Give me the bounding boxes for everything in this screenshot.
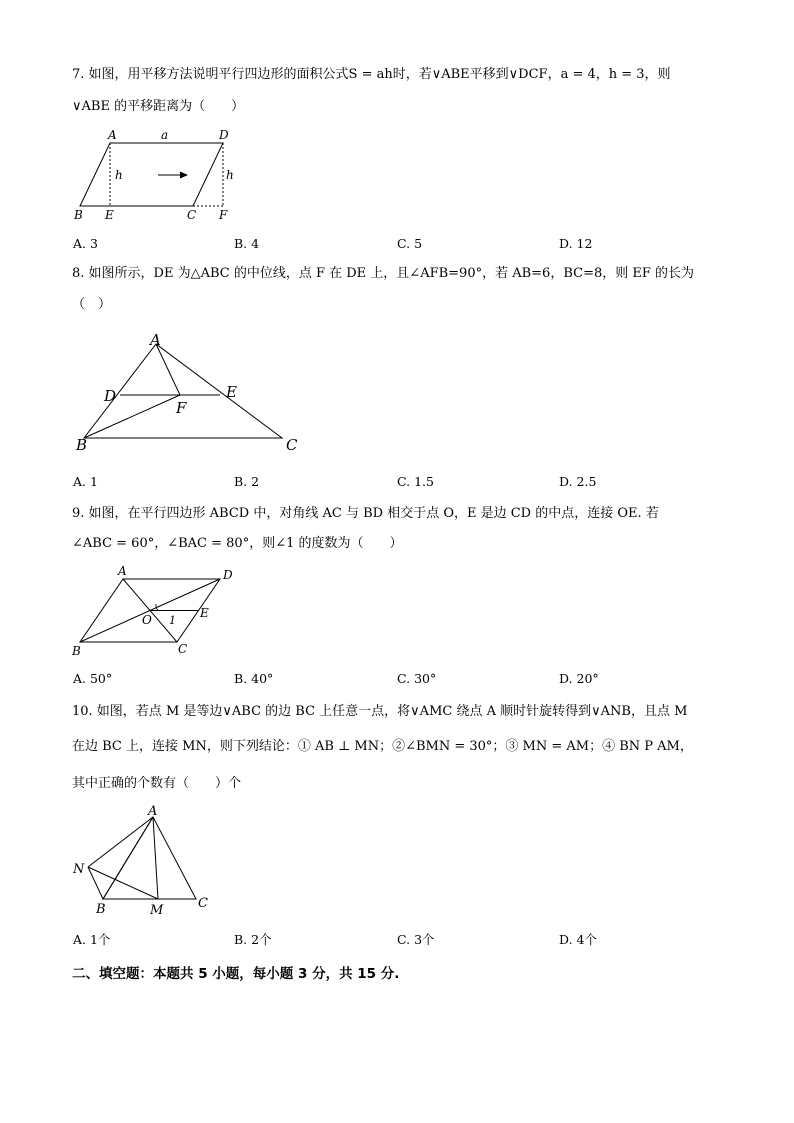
label-A: A (118, 564, 127, 578)
q9-text-line-2: ∠ABC = 60°，∠BAC = 80°，则∠1 的度数为（ ） (72, 536, 403, 551)
label-A: A (150, 331, 161, 349)
q10-text-line-3: 其中正确的个数有（ ）个 (72, 776, 242, 791)
label-A: A (148, 804, 158, 819)
label-angle-1: 1 (169, 614, 176, 627)
q10-option-a[interactable]: A. 1个 (73, 932, 111, 947)
q10-text-line-2: 在边 BC 上，连接 MN，则下列结论：① AB ⊥ MN；②∠BMN = 30°；③ MN = AM；④ BN P AM， (72, 739, 693, 754)
label-D: D (219, 128, 229, 142)
label-a: a (161, 128, 169, 142)
label-C: C (286, 436, 298, 454)
label-B: B (76, 436, 88, 454)
q8-option-a[interactable]: A. 1 (73, 474, 98, 489)
label-B: B (74, 208, 83, 222)
label-B: B (72, 644, 81, 658)
q10-text-line-1: 10. 如图，若点 M 是等边∨ABC 的边 BC 上任意一点，将∨AMC 绕点 A 顺时针旋转得到∨ANB，且点 M (72, 704, 688, 719)
label-D: D (104, 387, 117, 405)
label-E: E (105, 208, 114, 222)
label-F: F (219, 208, 228, 222)
q10-option-d[interactable]: D. 4个 (559, 932, 597, 947)
q7-option-b[interactable]: B. 4 (234, 236, 260, 251)
q9-option-b[interactable]: B. 40° (234, 671, 274, 686)
arrow-icon (180, 172, 188, 179)
q8-text-line-2: （ ） (72, 297, 112, 312)
label-C: C (178, 642, 188, 656)
label-E: E (200, 606, 209, 620)
label-C: C (198, 896, 208, 911)
label-h-right: h (226, 168, 234, 182)
label-B: B (96, 902, 106, 917)
label-E: E (226, 383, 237, 401)
q8-option-b[interactable]: B. 2 (234, 474, 260, 489)
q9-text-line-1: 9. 如图，在平行四边形 ABCD 中，对角线 AC 与 BD 相交于点 O，E 是边 CD 的中点，连接 OE. 若 (72, 506, 659, 521)
q8-option-c[interactable]: C. 1.5 (397, 474, 434, 489)
q8-text-line-1: 8. 如图所示，DE 为△ABC 的中位线，点 F 在 DE 上，且∠AFB=90°，若 AB=6，BC=8，则 EF 的长为 (72, 266, 695, 281)
q9-option-d[interactable]: D. 20° (559, 671, 599, 686)
q7-option-a[interactable]: A. 3 (73, 236, 98, 251)
q10-figure (70, 803, 220, 921)
label-A: A (108, 128, 117, 142)
q7-text-line-2: ∨ABE 的平移距离为（ ） (72, 99, 245, 114)
q7-option-d[interactable]: D. 12 (559, 236, 593, 251)
q8-figure (72, 328, 308, 456)
label-h-left: h (115, 168, 123, 182)
label-O: O (142, 613, 152, 627)
q8-option-d[interactable]: D. 2.5 (559, 474, 597, 489)
q7-option-c[interactable]: C. 5 (397, 236, 423, 251)
q9-option-a[interactable]: A. 50° (73, 671, 113, 686)
label-D: D (223, 568, 233, 582)
label-M: M (150, 903, 164, 918)
label-F: F (176, 399, 187, 417)
label-C: C (187, 208, 197, 222)
q9-option-c[interactable]: C. 30° (397, 671, 437, 686)
q9-figure (70, 564, 240, 659)
q10-option-b[interactable]: B. 2个 (234, 932, 272, 947)
q10-option-c[interactable]: C. 3个 (397, 932, 435, 947)
q7-figure (70, 128, 240, 223)
label-N: N (73, 862, 85, 877)
q7-text-line-1: 7. 如图，用平移方法说明平行四边形的面积公式S = ah时，若∨ABE平移到∨DCF，a = 4，h = 3，则 (72, 67, 671, 82)
section-heading: 二、填空题：本题共 5 小题，每小题 3 分，共 15 分. (72, 966, 400, 982)
